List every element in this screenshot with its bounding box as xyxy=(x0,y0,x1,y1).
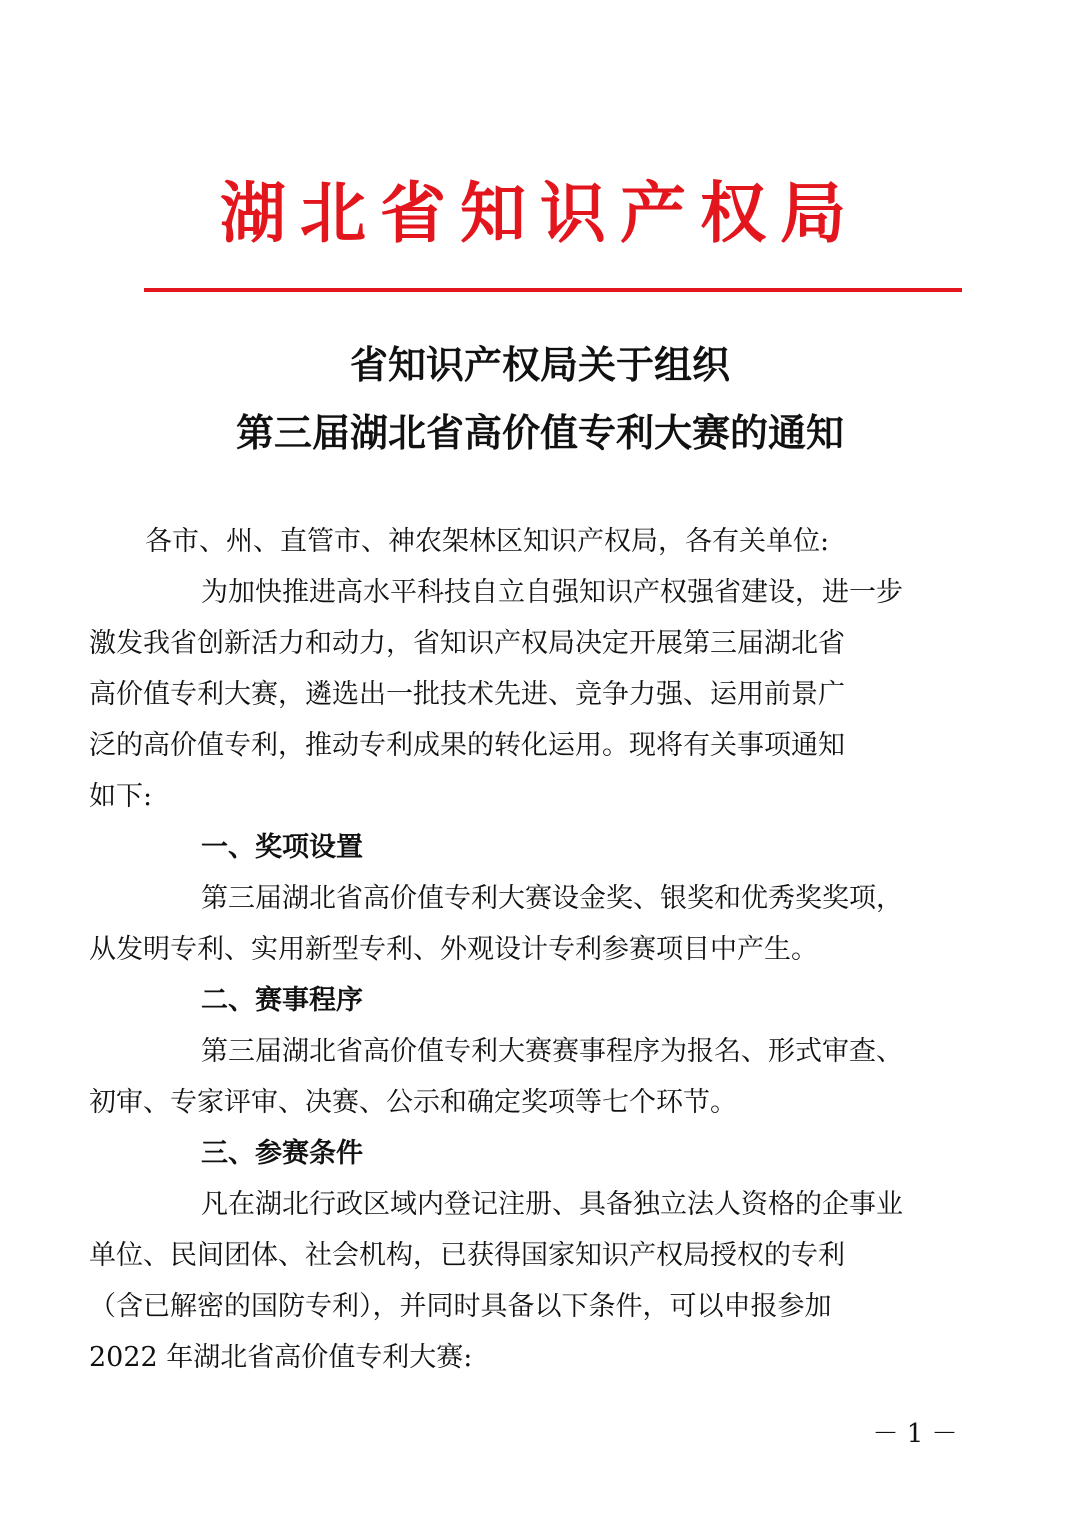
text-line: 激发我省创新活力和动力，省知识产权局决定开展第三届湖北省 xyxy=(89,628,845,659)
red-rule xyxy=(144,288,962,292)
intro-paragraph xyxy=(89,567,945,822)
text-line: 单位、民间团体、社会机构，已获得国家知识产权局授权的专利 xyxy=(89,1240,845,1271)
section-paragraph-procedure xyxy=(89,1026,945,1128)
page-number: － 1 － xyxy=(872,1419,958,1449)
text-line: 凡在湖北行政区域内登记注册、具备独立法人资格的企事业 xyxy=(201,1189,903,1220)
addressee-line: 各市、州、直管市、神农架林区知识产权局，各有关单位: xyxy=(145,526,830,557)
text-line: 泛的高价值专利，推动专利成果的转化运用。现将有关事项通知 xyxy=(89,730,845,761)
letterhead: 湖北省知识产权局 xyxy=(220,174,860,252)
text-line: 第三届湖北省高价值专利大赛赛事程序为报名、形式审查、 xyxy=(201,1036,903,1067)
text-line: 第三届湖北省高价值专利大赛设金奖、银奖和优秀奖奖项， xyxy=(201,883,903,914)
document-body xyxy=(89,516,945,1383)
text-line: （含已解密的国防专利），并同时具备以下条件，可以申报参加 xyxy=(89,1291,832,1322)
text-line: 为加快推进高水平科技自立自强知识产权强省建设，进一步 xyxy=(201,577,903,608)
addressee xyxy=(145,516,945,567)
section-paragraph-awards xyxy=(89,873,945,975)
text-line: 2022 年湖北省高价值专利大赛: xyxy=(89,1342,473,1373)
text-line: 高价值专利大赛，遴选出一批技术先进、竞争力强、运用前景广 xyxy=(89,679,845,710)
document-title-line-1: 省知识产权局关于组织 xyxy=(349,343,730,387)
text-line: 初审、专家评审、决赛、公示和确定奖项等七个环节。 xyxy=(89,1087,737,1118)
text-line: 如下: xyxy=(89,781,153,812)
section-heading-procedure: 二、赛事程序 xyxy=(201,985,363,1016)
document-title-line-2: 第三届湖北省高价值专利大赛的通知 xyxy=(235,411,844,455)
section-heading-eligibility: 三、参赛条件 xyxy=(201,1138,363,1169)
text-line: 从发明专利、实用新型专利、外观设计专利参赛项目中产生。 xyxy=(89,934,818,965)
section-heading-awards: 一、奖项设置 xyxy=(201,832,363,863)
section-paragraph-eligibility xyxy=(89,1179,945,1383)
